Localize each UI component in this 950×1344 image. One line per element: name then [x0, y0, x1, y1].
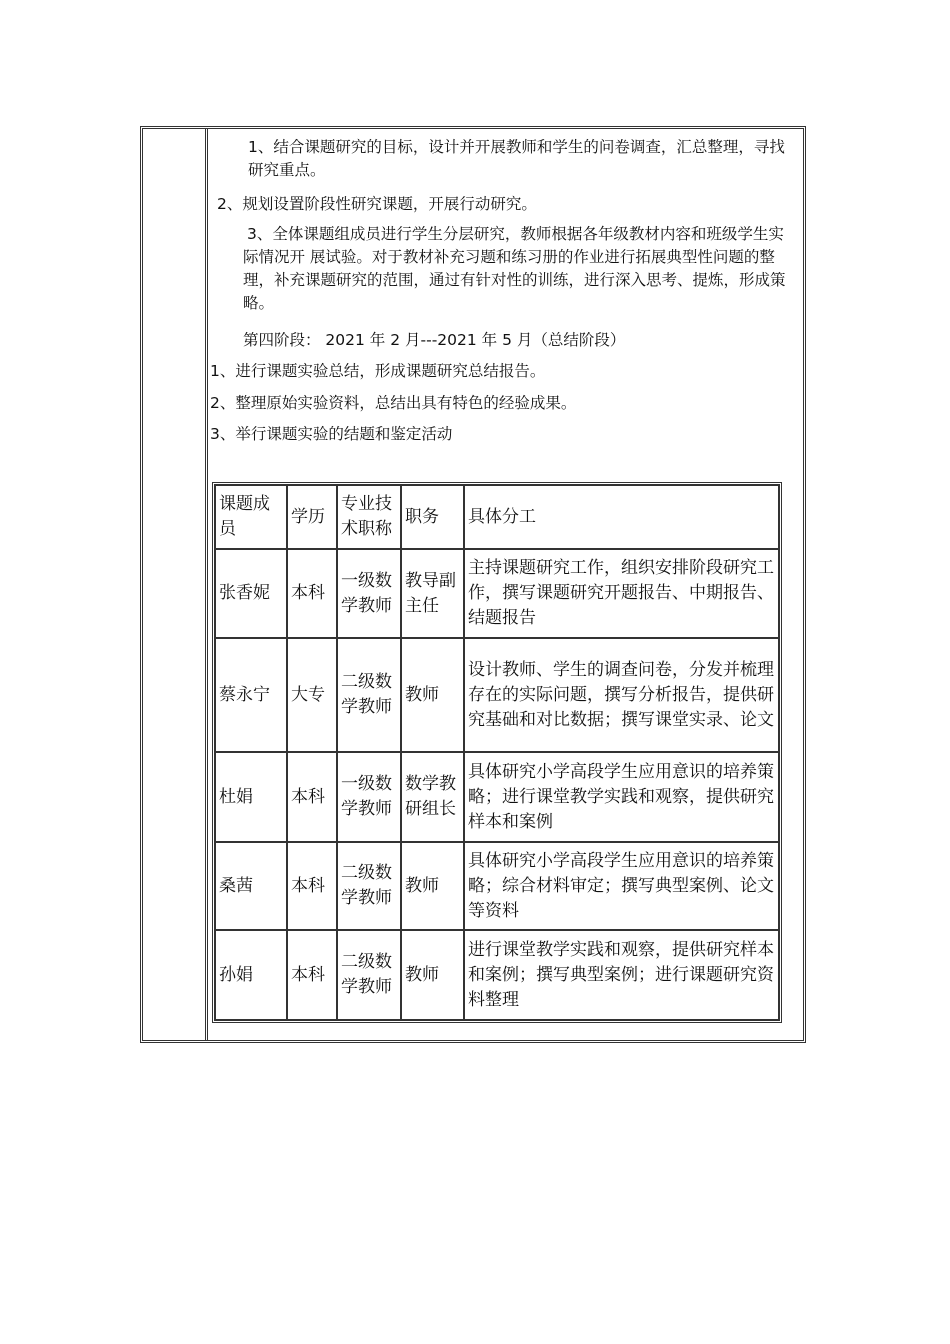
member-post: 教导副主任: [401, 549, 464, 638]
table-header-row: [215, 485, 779, 549]
header-education: 学历: [287, 485, 337, 549]
table-row: [215, 638, 779, 752]
member-title: 二级数学教师: [337, 842, 401, 930]
header-member: 课题成员: [215, 485, 287, 549]
table-row: [215, 930, 779, 1020]
member-education: 本科: [287, 549, 337, 638]
header-duty: 具体分工: [464, 485, 779, 549]
plan-item-3: 3、全体课题组成员进行学生分层研究，教师根据各年级教材内容和班级学生实际情况开 展试验。对于教材补充习题和练习册的作业进行拓展典型性问题的整理，补充课题研究的范围，通过有针对性的训练，进行深入思考、提炼，形成策略。: [243, 225, 786, 312]
member-post: 教师: [401, 842, 464, 930]
table-row: [215, 842, 779, 930]
member-title: 二级数学教师: [337, 930, 401, 1020]
member-duty: 设计教师、学生的调查问卷，分发并梳理存在的实际问题，撰写分析报告，提供研究基础和对比数据；撰写课堂实录、论文: [464, 638, 779, 752]
member-education: 大专: [287, 638, 337, 752]
member-education: 本科: [287, 930, 337, 1020]
member-post: 教师: [401, 930, 464, 1020]
member-post: 教师: [401, 638, 464, 752]
member-name: 蔡永宁: [215, 638, 287, 752]
left-label-column: [143, 129, 208, 1040]
stage4-item-3: 3、举行课题实验的结题和鉴定活动: [210, 425, 453, 443]
member-duty: 具体研究小学高段学生应用意识的培养策略；综合材料审定；撰写典型案例、论文等资料: [464, 842, 779, 930]
table-row: [215, 549, 779, 638]
member-name: 张香妮: [215, 549, 287, 638]
member-duty: 主持课题研究工作，组织安排阶段研究工作，撰写课题研究开题报告、中期报告、结题报告: [464, 549, 779, 638]
member-name: 桑茜: [215, 842, 287, 930]
plan-item-2: 2、规划设置阶段性研究课题，开展行动研究。: [217, 195, 537, 213]
members-table: [212, 482, 782, 1023]
stage4-item-1: 1、进行课题实验总结，形成课题研究总结报告。: [210, 362, 546, 380]
stage4-title: 第四阶段： 2021 年 2 月---2021 年 5 月（总结阶段）: [243, 331, 626, 349]
member-name: 杜娟: [215, 752, 287, 842]
plan-item-1: 1、结合课题研究的目标，设计并开展教师和学生的问卷调查，汇总整理，寻找研究重点。: [248, 138, 785, 179]
member-duty: 具体研究小学高段学生应用意识的培养策略；进行课堂教学实践和观察，提供研究样本和案例: [464, 752, 779, 842]
stage4-item-2: 2、整理原始实验资料，总结出具有特色的经验成果。: [210, 394, 577, 412]
member-title: 一级数学教师: [337, 549, 401, 638]
member-education: 本科: [287, 752, 337, 842]
header-title: 专业技术职称: [337, 485, 401, 549]
member-education: 本科: [287, 842, 337, 930]
member-duty: 进行课堂教学实践和观察，提供研究样本和案例；撰写典型案例；进行课题研究资料整理: [464, 930, 779, 1020]
document-frame: [140, 126, 806, 1043]
member-title: 一级数学教师: [337, 752, 401, 842]
member-name: 孙娟: [215, 930, 287, 1020]
table-row: [215, 752, 779, 842]
member-post: 数学教研组长: [401, 752, 464, 842]
member-title: 二级数学教师: [337, 638, 401, 752]
header-post: 职务: [401, 485, 464, 549]
